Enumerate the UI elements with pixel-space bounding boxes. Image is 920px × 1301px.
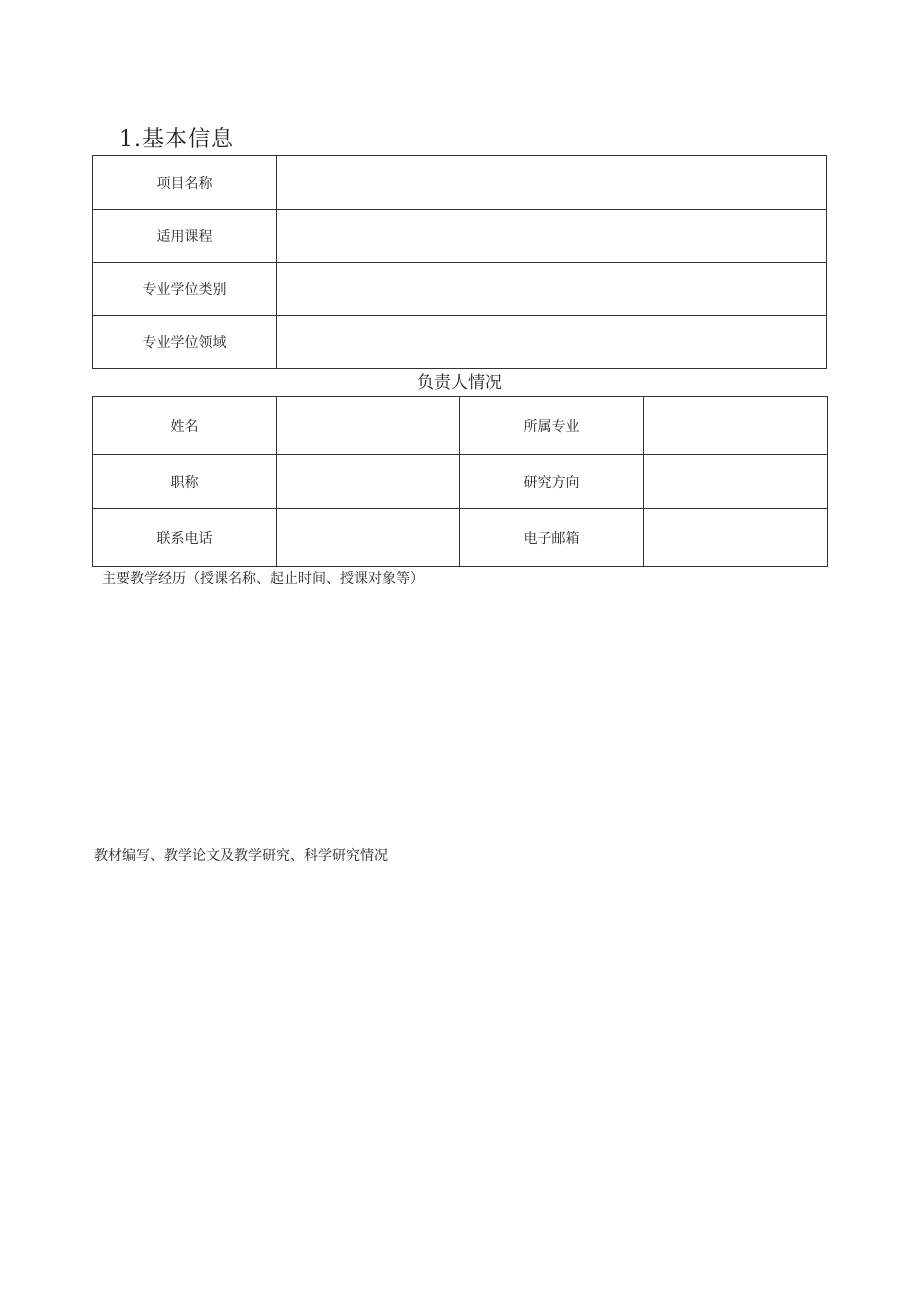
table-row (93, 397, 828, 455)
title-label: 职称 (93, 455, 277, 509)
basic-info-table (92, 155, 827, 369)
degree-category-field[interactable] (277, 263, 827, 316)
phone-field[interactable] (277, 509, 460, 567)
table-row (93, 210, 827, 263)
course-field[interactable] (277, 210, 827, 263)
leader-info-table (92, 396, 828, 567)
degree-field-field[interactable] (277, 316, 827, 369)
teaching-experience-label: 主要教学经历（授课名称、起止时间、授课对象等） (102, 571, 424, 587)
table-row (93, 455, 828, 509)
section-heading: 1.基本信息 (119, 127, 234, 152)
phone-label: 联系电话 (93, 509, 277, 567)
name-label: 姓名 (93, 397, 277, 455)
degree-field-label: 专业学位领域 (93, 316, 277, 369)
project-name-field[interactable] (277, 156, 827, 210)
major-field[interactable] (644, 397, 828, 455)
research-label: 教材编写、教学论文及教学研究、科学研究情况 (94, 848, 388, 864)
table-row (93, 263, 827, 316)
research-direction-label: 研究方向 (460, 455, 644, 509)
email-field[interactable] (644, 509, 828, 567)
email-label: 电子邮箱 (460, 509, 644, 567)
degree-category-label: 专业学位类别 (93, 263, 277, 316)
major-label: 所属专业 (460, 397, 644, 455)
table-row (93, 316, 827, 369)
research-direction-field[interactable] (644, 455, 828, 509)
table-row (93, 509, 828, 567)
leader-section-title: 负责人情况 (417, 373, 502, 393)
name-field[interactable] (277, 397, 460, 455)
course-label: 适用课程 (93, 210, 277, 263)
project-name-label: 项目名称 (93, 156, 277, 210)
table-row (93, 156, 827, 210)
title-field[interactable] (277, 455, 460, 509)
